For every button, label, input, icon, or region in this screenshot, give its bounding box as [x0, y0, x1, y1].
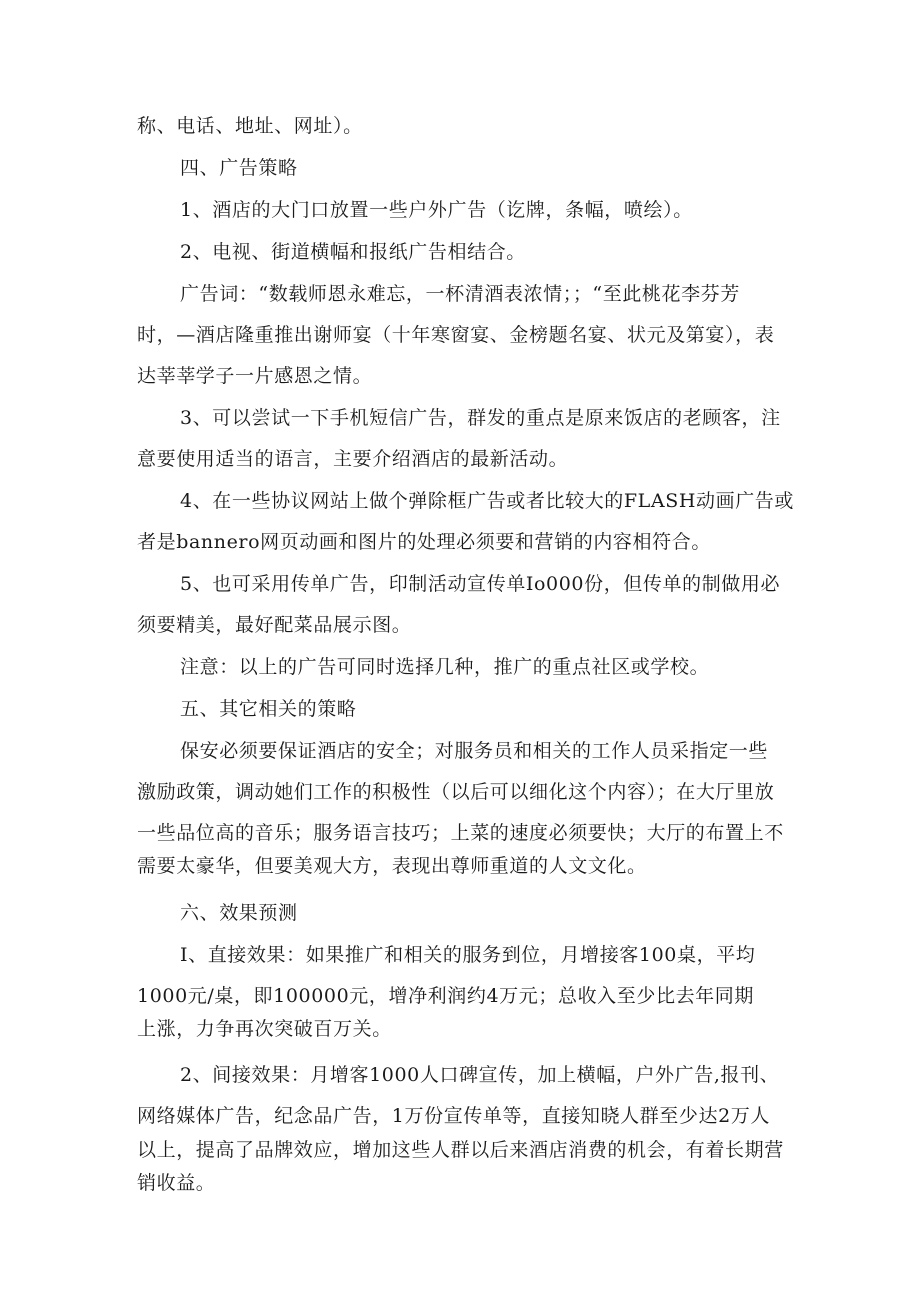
text-line: 保安必须要保证酒店的安全；对服务员和相关的工作人员采指定一些	[180, 740, 769, 762]
text-line: 3、可以尝试一下手机短信广告，群发的重点是原来饭店的老顾客，注	[180, 407, 781, 429]
text-line: 者是bannero网页动画和图片的处理必须要和营销的内容相符合。	[137, 531, 711, 553]
section-heading: 六、效果预测	[180, 902, 298, 924]
text-line: 以上，提高了品牌效应，增加这些人群以后来酒店消费的机会，有着长期营	[137, 1139, 784, 1161]
text-line: 网络媒体广告，纪念品广告，1万份宣传单等，直接知晓人群至少达2万人	[137, 1105, 770, 1127]
text-line: 销收益。	[137, 1172, 216, 1194]
text-line: 2、电视、街道横幅和报纸广告相结合。	[180, 241, 526, 263]
text-line: 1000元/桌，即100000元，增净利润约4万元；总收入至少比去年同期	[137, 985, 754, 1007]
text-line: 4、在一些协议网站上做个弹除框广告或者比较大的FLASH动画广告或	[180, 490, 794, 512]
text-line: 一些品位高的音乐；服务语言技巧；上菜的速度必须要快；大厅的布置上不	[137, 822, 784, 844]
section-heading: 四、广告策略	[180, 157, 298, 179]
text-line: 时，—酒店隆重推出谢师宴（十年寒窗宴、金榜题名宴、状元及第宴），表	[137, 324, 775, 346]
text-line: 激励政策，调动她们工作的积极性（以后可以细化这个内容）；在大厅里放	[137, 781, 775, 803]
text-line: 5、也可采用传单广告，印制活动宣传单Io000份，但传单的制做用必	[180, 573, 781, 595]
text-line: 广告词：“数载师恩永难忘，一杯清酒表浓情；；“至此桃花李芬芳	[180, 283, 740, 305]
text-line: 2、间接效果：月增客1000人口碑宣传，加上横幅，户外广告,报刊、	[180, 1064, 780, 1086]
text-line: 需要太豪华，但要美观大方，表现出尊师重道的人文文化。	[137, 855, 647, 877]
text-line: 意要使用适当的语言，主要介绍酒店的最新活动。	[137, 448, 569, 470]
text-line: 称、电话、地址、网址）。	[137, 115, 363, 137]
text-line: 注意：以上的广告可同时选择几种，推广的重点社区或学校。	[180, 656, 710, 678]
text-line: 达莘莘学子一片感恩之情。	[137, 365, 373, 387]
text-line: 须要精美，最好配菜品展示图。	[137, 614, 412, 636]
section-heading: 五、其它相关的策略	[180, 698, 357, 720]
text-line: 上涨，力争再次突破百万关。	[137, 1018, 392, 1040]
text-line: 1、酒店的大门口放置一些户外广告（讫牌，条幅，喷绘）。	[180, 199, 693, 221]
text-line: I、直接效果：如果推广和相关的服务到位，月增接客100桌，平均	[180, 944, 756, 966]
